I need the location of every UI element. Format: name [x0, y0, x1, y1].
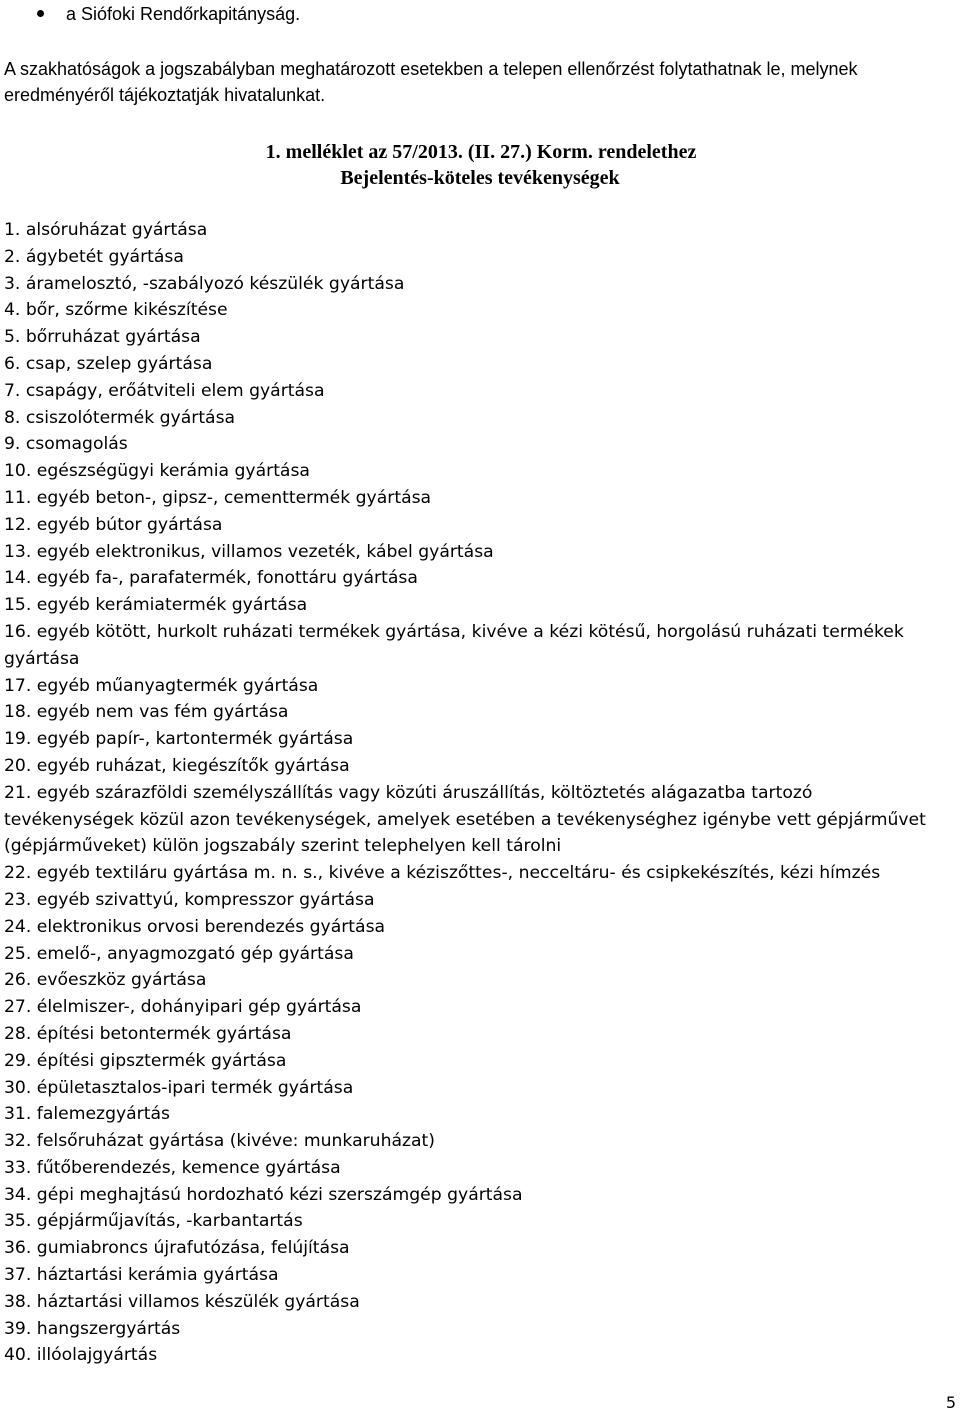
activity-list-item: 37. háztartási kerámia gyártása: [4, 1265, 279, 1286]
activity-list-item: 34. gépi meghajtású hordozható kézi szerszámgép gyártása: [4, 1184, 523, 1205]
activity-list-item: 6. csap, szelep gyártása: [4, 353, 213, 374]
activity-list-item: 32. felsőruházat gyártása (kivéve: munkaruházat): [4, 1131, 435, 1152]
activity-list-item: 21. egyéb szárazföldi személyszállítás vagy közúti áruszállítás, költöztetés alágazatba tartozó tevékenységek közül azon tevékenységek, amelyek esetében a tevékenységhez igénybe vett gépjárművet (gépjárműveket) külön jogszabály szerint telephelyen kell tárolni: [4, 782, 926, 857]
activity-list-item: 28. építési betontermék gyártása: [4, 1023, 292, 1044]
activity-list-item: 18. egyéb nem vas fém gyártása: [4, 702, 289, 723]
bullet-item-text: a Siófoki Rendőrkapitányság.: [66, 4, 301, 24]
activity-list-item: 2. ágybetét gyártása: [4, 246, 184, 267]
activity-list-item: 38. háztartási villamos készülék gyártása: [4, 1291, 360, 1312]
activity-list-item: 17. egyéb műanyagtermék gyártása: [4, 675, 319, 696]
activity-list-item: 7. csapágy, erőátviteli elem gyártása: [4, 380, 325, 401]
activity-list-item: 36. gumiabroncs újrafutózása, felújítása: [4, 1238, 350, 1259]
activity-list: [4, 217, 944, 1369]
activity-list-item: 1. alsóruházat gyártása: [4, 220, 208, 240]
activity-list-item: 9. csomagolás: [4, 434, 128, 455]
activity-list-item: 20. egyéb ruházat, kiegészítők gyártása: [4, 755, 350, 776]
bullet-icon: [37, 10, 44, 17]
activity-list-item: 13. egyéb elektronikus, villamos vezeték, kábel gyártása: [4, 541, 494, 562]
activity-list-item: 15. egyéb kerámiatermék gyártása: [4, 595, 308, 616]
bullet-list-item: [37, 2, 300, 26]
activity-list-item: 3. áramelosztó, -szabályozó készülék gyártása: [4, 273, 405, 294]
activity-list-item: 30. épületasztalos-ipari termék gyártása: [4, 1077, 354, 1098]
page-number: 5: [945, 1393, 956, 1412]
intro-paragraph: A szakhatóságok a jogszabályban meghatározott esetekben a telepen ellenőrzést folytathatnak le, melynek eredményéről tájékoztatják hivatalunkat.: [4, 59, 858, 105]
activity-list-item: 4. bőr, szőrme kikészítése: [4, 300, 228, 321]
annex-subheading: Bejelentés-köteles tevékenységek: [340, 167, 620, 189]
activity-list-item: 19. egyéb papír-, kartontermék gyártása: [4, 729, 354, 750]
activity-list-item: 14. egyéb fa-, parafatermék, fonottáru gyártása: [4, 568, 418, 589]
activity-list-item: 33. fűtőberendezés, kemence gyártása: [4, 1157, 341, 1178]
activity-list-item: 40. illóolajgyártás: [4, 1345, 158, 1366]
annex-heading-line1: 1. melléklet az 57/2013. (II. 27.) Korm. rendelethez: [265, 141, 697, 163]
activity-list-item: 10. egészségügyi kerámia gyártása: [4, 461, 310, 482]
activity-list-item: 5. bőrruházat gyártása: [4, 327, 201, 348]
activity-list-item: 16. egyéb kötött, hurkolt ruházati termékek gyártása, kivéve a kézi kötésű, horgolású ruházati termékek gyártása: [4, 621, 904, 669]
activity-list-item: 26. evőeszköz gyártása: [4, 970, 207, 991]
activity-list-item: 11. egyéb beton-, gipsz-, cementtermék gyártása: [4, 487, 432, 508]
activity-list-item: 31. falemezgyártás: [4, 1104, 170, 1125]
activity-list-item: 29. építési gipsztermék gyártása: [4, 1050, 287, 1071]
activity-list-item: 27. élelmiszer-, dohányipari gép gyártása: [4, 997, 362, 1018]
activity-list-item: 24. elektronikus orvosi berendezés gyártása: [4, 916, 386, 937]
activity-list-item: 23. egyéb szivattyú, kompresszor gyártása: [4, 889, 375, 910]
activity-list-item: 39. hangszergyártás: [4, 1318, 181, 1339]
activity-list-item: 35. gépjárműjavítás, -karbantartás: [4, 1211, 303, 1232]
activity-list-item: 25. emelő-, anyagmozgató gép gyártása: [4, 943, 354, 964]
activity-list-item: 22. egyéb textiláru gyártása m. n. s., kivéve a kéziszőttes-, necceltáru- és csipkekészítés, kézi hímzés: [4, 863, 881, 884]
activity-list-item: 8. csiszolótermék gyártása: [4, 407, 236, 428]
activity-list-item: 12. egyéb bútor gyártása: [4, 514, 223, 535]
annex-heading: [0, 139, 960, 165]
